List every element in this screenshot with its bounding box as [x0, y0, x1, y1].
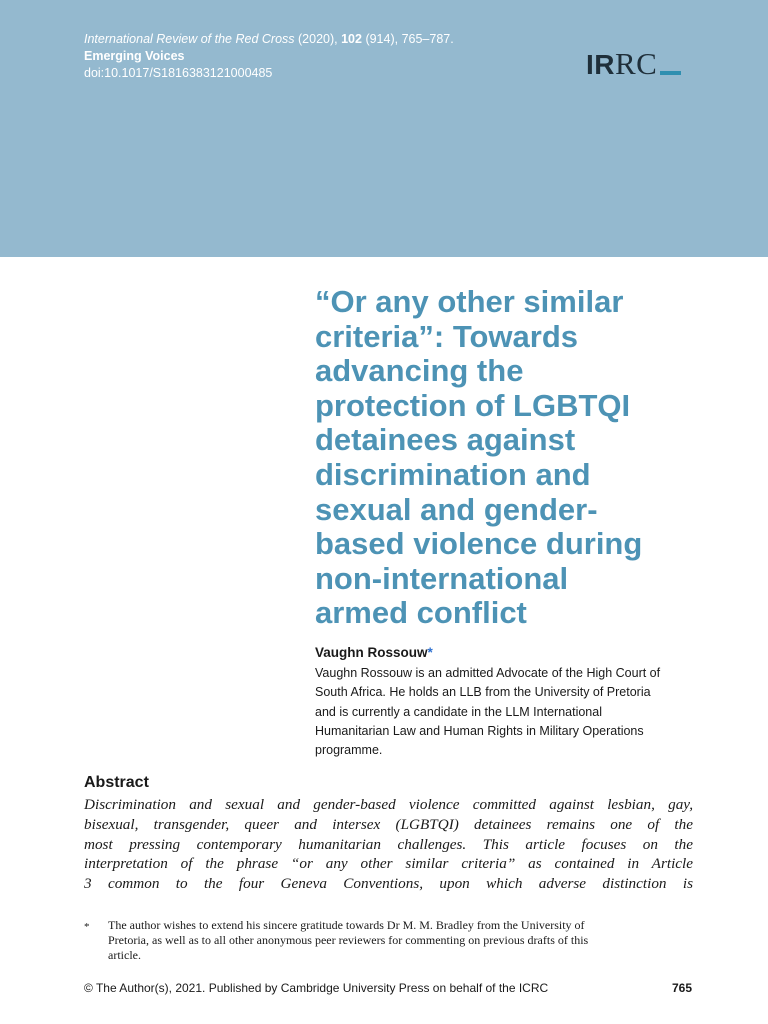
title-line: based violence during: [315, 526, 643, 562]
footnote-line: The author wishes to extend his sincere gratitude towards Dr M. M. Bradley from the University of: [108, 918, 585, 932]
title-line: “Or any other similar: [315, 284, 624, 319]
title-line: protection of LGBTQI: [315, 387, 631, 423]
journal-issue-pages: (914), 765–787.: [361, 32, 454, 46]
irrc-logo: [586, 48, 681, 80]
bio-line: and is currently a candidate in the LLM International: [315, 704, 602, 719]
abstract-line: bisexual, transgender, queer and intersex (LGBTQI) detainees remains one of the: [84, 815, 693, 833]
journal-name[interactable]: International Review of the Red Cross: [84, 32, 295, 46]
journal-year: (2020),: [298, 32, 342, 46]
footnote-line: article.: [108, 948, 141, 963]
abstract-line: 3 common to the four Geneva Conventions, upon which adverse distinction is: [84, 875, 693, 893]
bio-line: Vaughn Rossouw is an admitted Advocate of the High Court of: [315, 666, 661, 680]
abstract-line: most pressing contemporary humanitarian challenges. This article focuses on the: [84, 835, 693, 853]
abstract-line: interpretation of the phrase “or any other similar criteria” as contained in Article: [84, 855, 693, 873]
abstract-heading: Abstract: [84, 774, 149, 791]
author-bio: [315, 664, 695, 760]
title-line: non-international: [315, 560, 569, 596]
section-name: Emerging Voices: [84, 49, 185, 63]
bio-line: programme.: [315, 743, 383, 758]
doi-link[interactable]: doi:10.1017/S1816383121000485: [84, 66, 273, 80]
author-footnote-link[interactable]: *: [427, 645, 433, 660]
title-line: discrimination and: [315, 456, 591, 492]
abstract-line: Discrimination and sexual and gender-based violence committed against lesbian, gay,: [84, 796, 693, 813]
abstract-body: [84, 795, 693, 894]
footnote-text: [108, 918, 693, 964]
journal-citation: [84, 31, 454, 82]
bio-line: Humanitarian Law and Human Rights in Military Operations: [315, 723, 644, 738]
logo-regular-text: RC: [615, 46, 658, 81]
title-line: detainees against: [315, 422, 576, 458]
journal-volume: 102: [341, 32, 362, 46]
bio-line: South Africa. He holds an LLB from the University of Pretoria: [315, 685, 651, 700]
footnote-line: Pretoria, as well as to all other anonymous peer reviewers for commenting on previous drafts of this: [108, 933, 589, 948]
title-line: armed conflict: [315, 595, 527, 631]
footnote-mark: *: [84, 921, 90, 933]
logo-bold-text: IR: [586, 49, 615, 80]
page-number: 765: [671, 981, 692, 995]
title-line: criteria”: Towards: [315, 318, 579, 354]
title-line: advancing the: [315, 353, 524, 389]
article-title: [315, 285, 735, 631]
logo-underscore: [660, 71, 681, 75]
citation-line: [84, 31, 454, 48]
author-name: [315, 644, 433, 662]
title-line: sexual and gender-: [315, 491, 598, 527]
author-name-text: Vaughn Rossouw: [315, 645, 428, 660]
copyright-notice: © The Author(s), 2021. Published by Cambridge University Press on behalf of the ICRC: [84, 981, 549, 995]
